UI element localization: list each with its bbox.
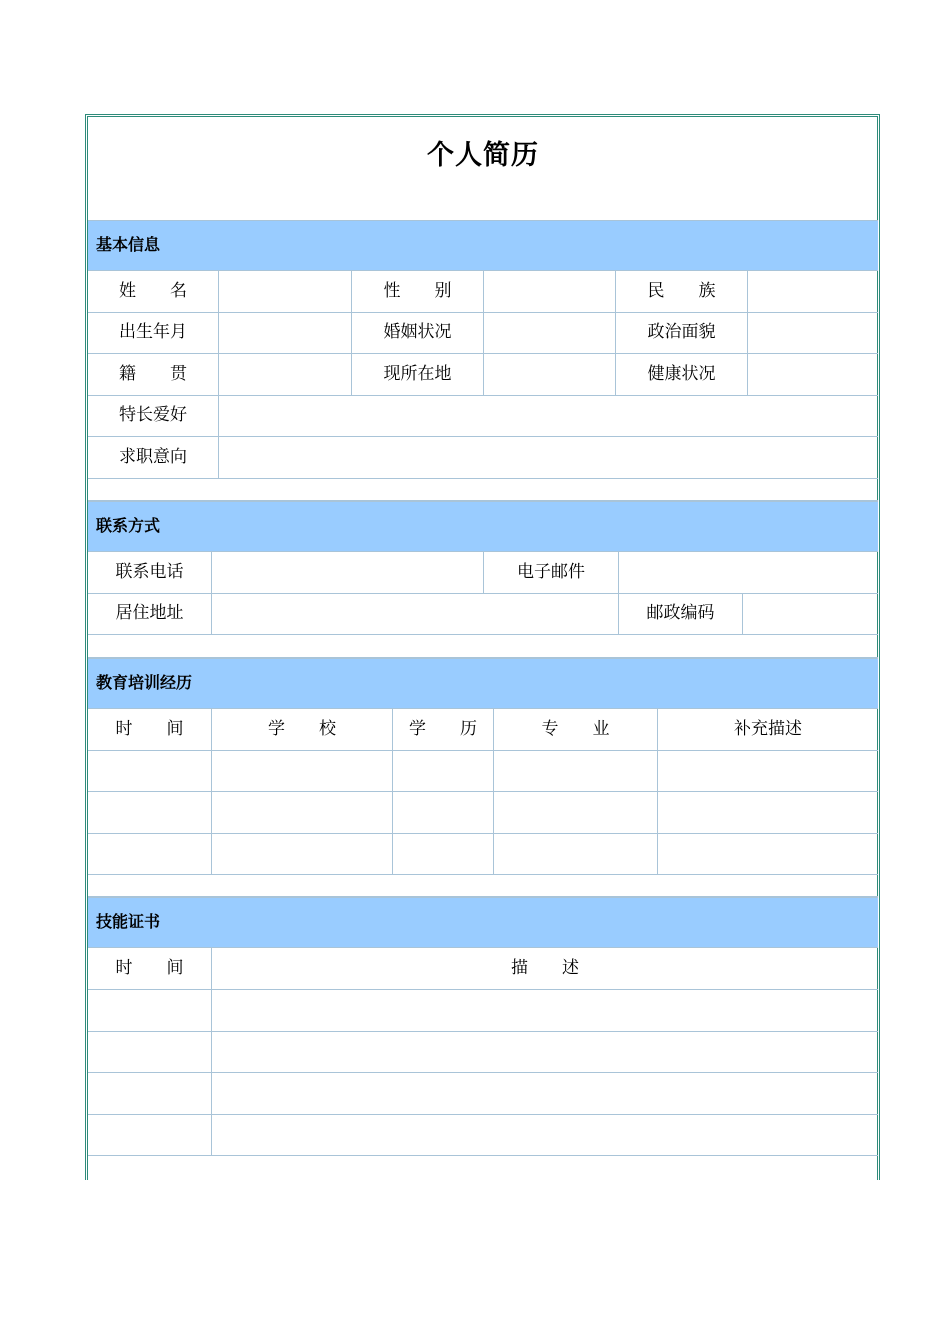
ethnicity-field[interactable]	[748, 271, 878, 312]
intention-field[interactable]	[219, 437, 878, 478]
basic-info-row-2	[88, 312, 878, 354]
location-label: 现所在地	[352, 354, 484, 395]
political-label: 政治面貌	[616, 312, 748, 353]
skills-time-field[interactable]	[88, 990, 212, 1031]
phone-field[interactable]	[212, 552, 484, 593]
skills-time-field[interactable]	[88, 1114, 212, 1155]
education-major-field[interactable]	[494, 792, 658, 833]
address-field[interactable]	[212, 593, 619, 634]
education-row	[88, 792, 878, 834]
education-time-field[interactable]	[88, 750, 212, 791]
education-row	[88, 833, 878, 875]
contact-row-1	[88, 552, 878, 594]
skills-description-field[interactable]	[212, 990, 878, 1031]
basic-info-row-5	[88, 437, 878, 479]
intention-label: 求职意向	[88, 437, 219, 478]
education-school-field[interactable]	[212, 792, 393, 833]
section-header-basic-info: 基本信息	[88, 220, 878, 271]
skills-col-time: 时 间	[88, 948, 212, 989]
section-spacer	[88, 478, 878, 501]
education-col-school: 学 校	[212, 709, 393, 750]
basic-info-row-3	[88, 354, 878, 396]
email-field[interactable]	[619, 552, 878, 593]
skills-row	[88, 1073, 878, 1115]
skills-description-field[interactable]	[212, 1031, 878, 1072]
skills-row	[88, 1031, 878, 1073]
education-notes-field[interactable]	[658, 792, 878, 833]
skills-time-field[interactable]	[88, 1073, 212, 1114]
education-time-field[interactable]	[88, 792, 212, 833]
section-header-skills: 技能证书	[88, 897, 878, 948]
education-header-row	[88, 709, 878, 751]
skills-col-description: 描 述	[511, 958, 579, 978]
phone-label: 联系电话	[88, 552, 212, 593]
skills-description-field[interactable]	[212, 1114, 878, 1155]
skills-description-field[interactable]	[212, 1073, 878, 1114]
education-school-field[interactable]	[212, 750, 393, 791]
native-field[interactable]	[219, 354, 352, 395]
education-degree-field[interactable]	[393, 792, 494, 833]
section-spacer	[88, 634, 878, 658]
education-time-field[interactable]	[88, 833, 212, 874]
gender-field[interactable]	[484, 271, 616, 312]
name-field[interactable]	[219, 271, 352, 312]
health-field[interactable]	[748, 354, 878, 395]
gender-label: 性 别	[352, 271, 484, 312]
section-header-education: 教育培训经历	[88, 658, 878, 709]
birth-field[interactable]	[219, 312, 352, 353]
name-label: 姓 名	[88, 271, 219, 312]
education-col-degree: 学 历	[393, 709, 494, 750]
birth-label: 出生年月	[88, 312, 219, 353]
political-field[interactable]	[748, 312, 878, 353]
location-field[interactable]	[484, 354, 616, 395]
education-row	[88, 750, 878, 792]
education-notes-field[interactable]	[658, 750, 878, 791]
education-col-time: 时 间	[88, 709, 212, 750]
hobby-field[interactable]	[219, 395, 878, 436]
education-major-field[interactable]	[494, 833, 658, 874]
page-title: 个人简历	[427, 140, 539, 171]
health-label: 健康状况	[616, 354, 748, 395]
education-degree-field[interactable]	[393, 750, 494, 791]
email-label: 电子邮件	[484, 552, 619, 593]
skills-time-field[interactable]	[88, 1031, 212, 1072]
basic-info-row-4	[88, 395, 878, 437]
zip-label: 邮政编码	[619, 593, 743, 634]
address-label: 居住地址	[88, 593, 212, 634]
zip-field[interactable]	[743, 593, 878, 634]
hobby-label: 特长爱好	[88, 395, 219, 436]
native-label: 籍 贯	[88, 354, 219, 395]
education-notes-field[interactable]	[658, 833, 878, 874]
education-col-major: 专 业	[494, 709, 658, 750]
education-major-field[interactable]	[494, 750, 658, 791]
section-header-contact: 联系方式	[88, 501, 878, 552]
skills-row	[88, 1114, 878, 1156]
ethnicity-label: 民 族	[616, 271, 748, 312]
education-col-notes: 补充描述	[734, 719, 802, 739]
section-spacer	[88, 874, 878, 897]
education-school-field[interactable]	[212, 833, 393, 874]
marital-label: 婚姻状况	[352, 312, 484, 353]
skills-row	[88, 990, 878, 1032]
marital-field[interactable]	[484, 312, 616, 353]
skills-header-row	[88, 948, 878, 990]
education-degree-field[interactable]	[393, 833, 494, 874]
basic-info-row-1	[88, 271, 878, 313]
contact-row-2	[88, 593, 878, 635]
